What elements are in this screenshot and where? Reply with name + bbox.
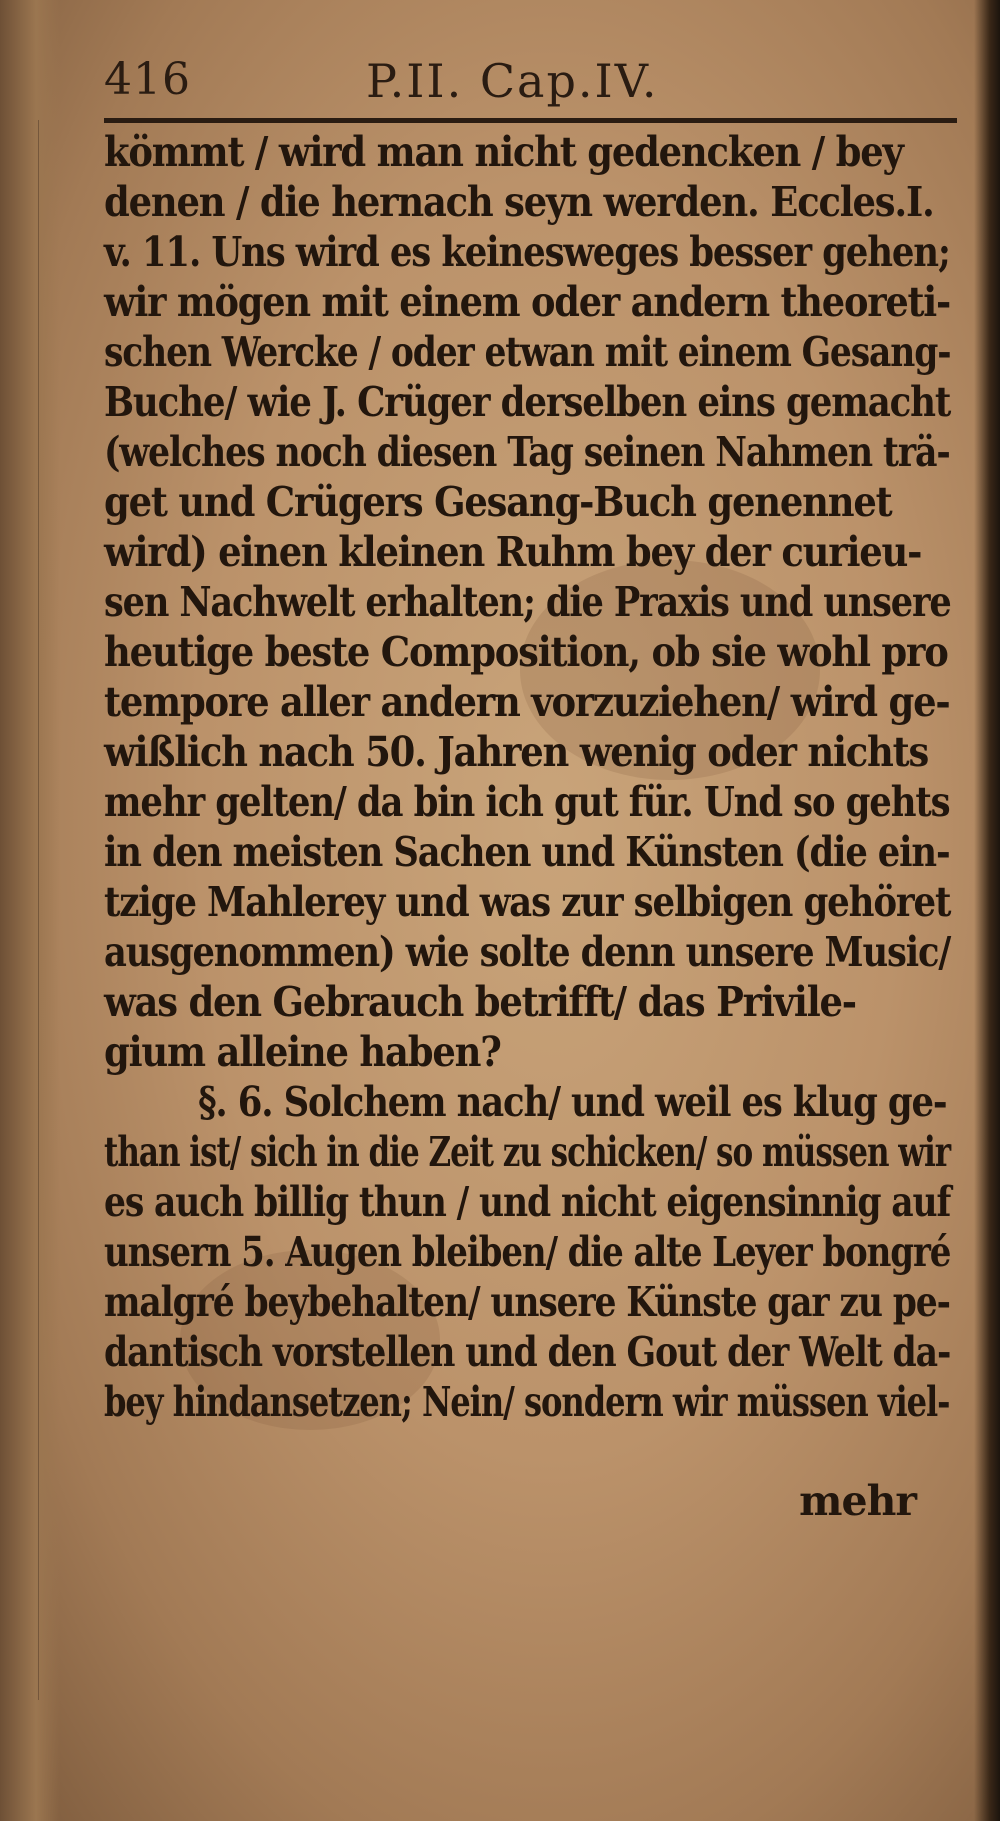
body-text xyxy=(104,128,964,1428)
text-line: bey hindansetzen; Nein/ sondern wir müssen viel- xyxy=(104,1378,950,1426)
text-line: v. 11. Uns wird es keinesweges besser gehen; xyxy=(104,228,950,276)
running-title: P.II. Cap.IV. xyxy=(366,54,659,108)
text-line: denen / die hernach seyn werden. Eccles.I. xyxy=(104,178,934,226)
text-line: schen Wercke / oder etwan mit einem Gesang- xyxy=(104,328,951,376)
text-line: unsern 5. Augen bleiben/ die alte Leyer bongré xyxy=(104,1228,951,1276)
text-line: get und Crügers Gesang-Buch genennet xyxy=(104,478,892,526)
page-number: 416 xyxy=(104,54,191,105)
text-line: wißlich nach 50. Jahren wenig oder nichts xyxy=(104,728,929,776)
text-line: sen Nachwelt erhalten; die Praxis und unsere xyxy=(104,578,951,626)
text-line: gium alleine haben? xyxy=(104,1028,501,1076)
text-line: (welches noch diesen Tag seinen Nahmen trä- xyxy=(104,428,950,476)
text-line: wir mögen mit einem oder andern theoreti- xyxy=(104,278,951,326)
text-line: in den meisten Sachen und Künsten (die ein- xyxy=(104,828,950,876)
text-line: dantisch vorstellen und den Gout der Welt da- xyxy=(104,1328,951,1376)
text-line: malgré beybehalten/ unsere Künste gar zu pe- xyxy=(104,1278,950,1326)
text-line: ausgenommen) wie solte denn unsere Music/ xyxy=(104,928,951,976)
text-line: wird) einen kleinen Ruhm bey der curieu- xyxy=(104,528,922,576)
running-header xyxy=(104,54,954,114)
facing-page-edge xyxy=(38,120,39,1700)
text-line: Buche/ wie J. Crüger derselben eins gemacht xyxy=(104,378,951,426)
text-line: kömmt / wird man nicht gedencken / bey xyxy=(104,128,903,176)
paragraph-start-line: §. 6. Solchem nach/ und weil es klug ge- xyxy=(198,1078,947,1126)
page-gutter-shadow xyxy=(0,0,60,1821)
text-line: es auch billig thun / und nicht eigensinnig auf xyxy=(104,1178,951,1226)
header-rule xyxy=(104,118,957,123)
page-edge-shadow xyxy=(974,0,1000,1821)
text-line: than ist/ sich in die Zeit zu schicken/ so müssen wir xyxy=(104,1128,951,1176)
catchword: mehr xyxy=(799,1477,916,1525)
text-line: heutige beste Composition, ob sie wohl pro xyxy=(104,628,948,676)
text-line: tzige Mahlerey und was zur selbigen gehöret xyxy=(104,878,951,926)
text-line: tempore aller andern vorzuziehen/ wird ge- xyxy=(104,678,950,726)
text-line: was den Gebrauch betrifft/ das Privile- xyxy=(104,978,856,1026)
text-line: mehr gelten/ da bin ich gut für. Und so gehts xyxy=(104,778,950,826)
